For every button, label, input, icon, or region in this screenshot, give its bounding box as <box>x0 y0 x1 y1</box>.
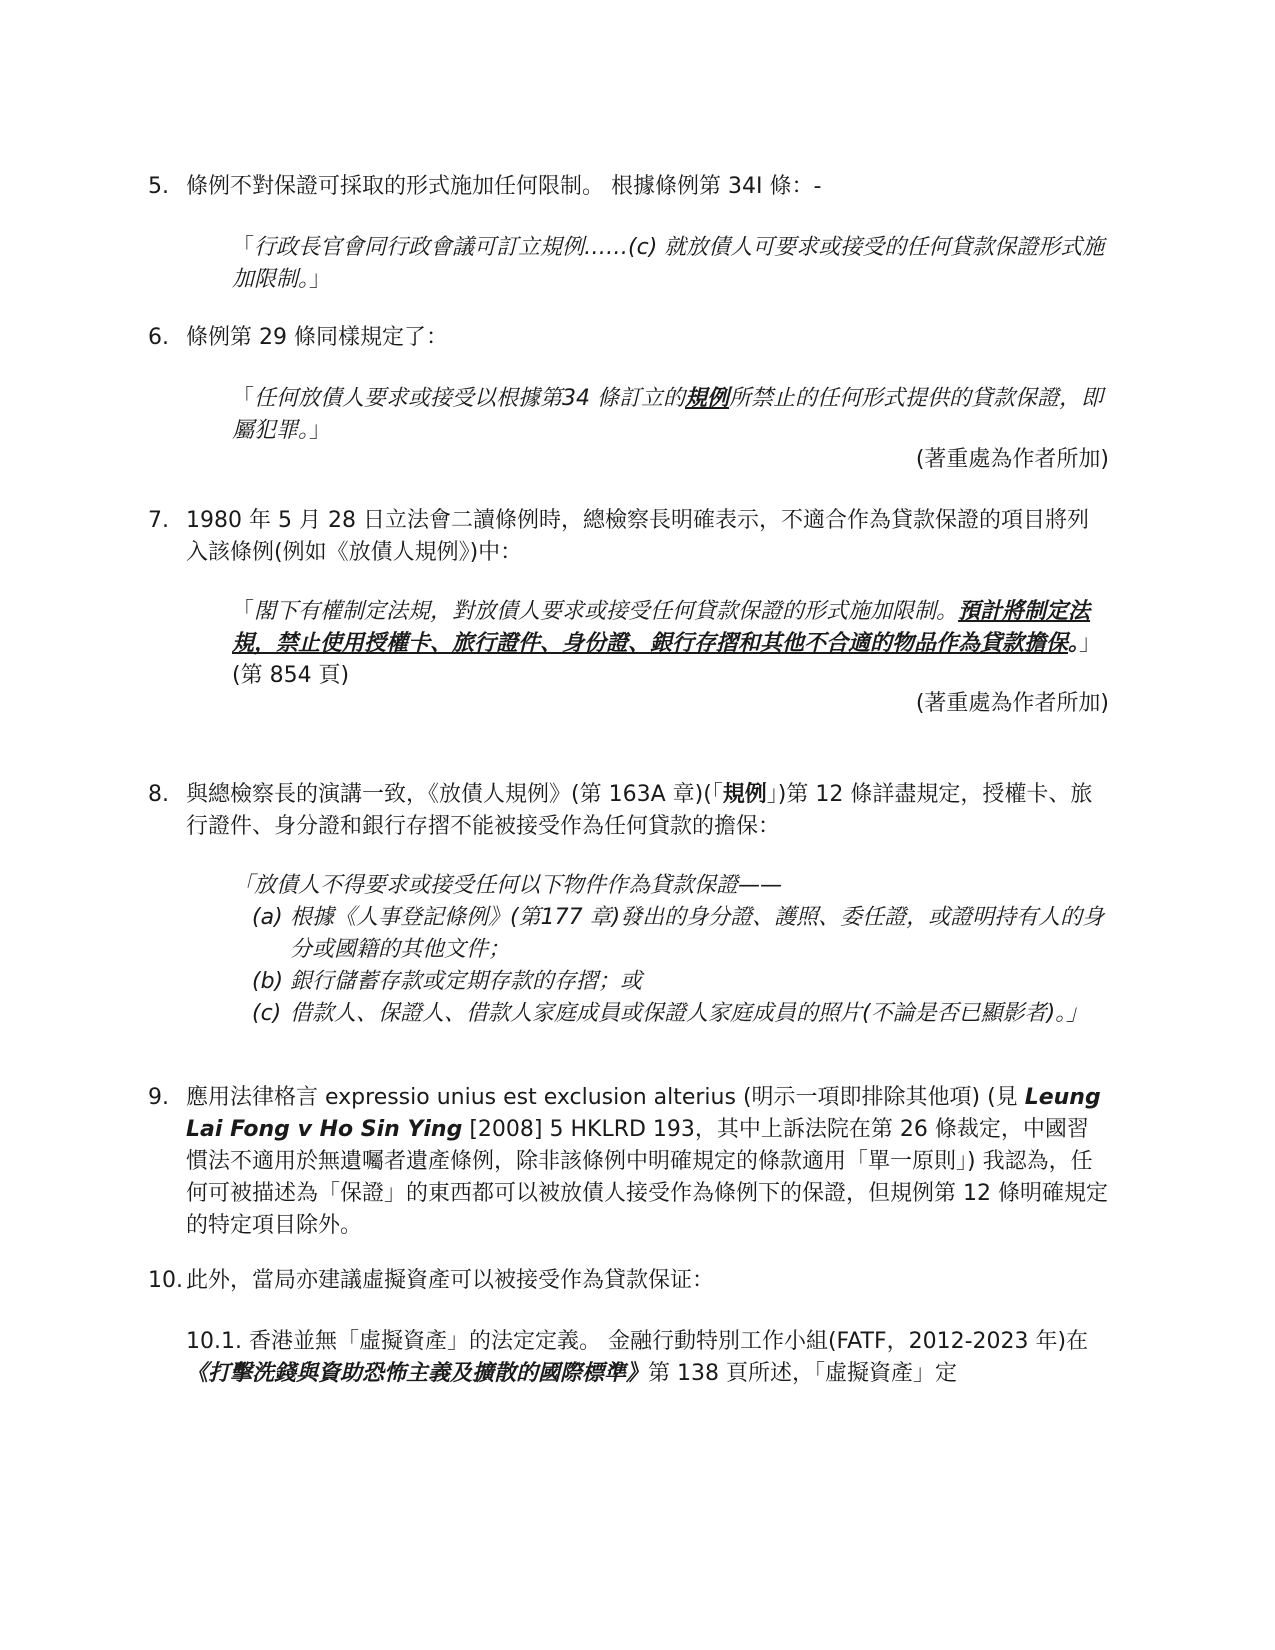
list-marker: (b) <box>252 969 284 994</box>
paragraph-10 <box>148 1265 1108 1297</box>
quote-attorney-general <box>232 596 1112 692</box>
paragraph-text-tail: [2008] 5 HKLRD 193，其中上訴法院在第 26 條裁定，中國習慣法不適用於無遺囑者遺產條例，除非該條例中明確規定的條款適用「單一原則」) 我認為，任何可被描述為「保證」的東西都可以被放債人接受作為條例下的保證，但規例第 12 條明確規定的特定項目除外。 <box>186 1117 1108 1238</box>
quote-close-mark: 」 <box>309 267 332 292</box>
paragraph-8 <box>148 779 1108 843</box>
quote-text: 閣下有權制定法規，對放債人要求或接受任何貸款保證的形式施加限制。 <box>254 599 959 624</box>
quote-emphasis: 預計將制定法規，禁止使用授權卡、旅行證件、身份證、銀行存摺和其他不合適的物品作為貸款擔保 <box>232 599 1091 656</box>
quote-text: 行政長官會同行政會議可訂立規例……(c) 就放債人可要求或接受的任何貸款保證形式施加限制。 <box>232 235 1105 292</box>
quote-close-mark: 」 <box>1079 631 1102 656</box>
paragraph-9 <box>148 1082 1108 1242</box>
paragraph-text-tail: 第 138 頁所述，「虛擬資產」定 <box>648 1361 957 1386</box>
paragraph-text <box>186 779 1108 843</box>
list-item <box>252 998 1112 1030</box>
paragraph-number: 7. <box>148 508 169 533</box>
quote-emphasis: 規例 <box>685 386 730 411</box>
quote-open-mark: 「 <box>232 599 255 624</box>
quote-text: 任何放債人要求或接受以根據第34 條訂立的 <box>254 386 686 411</box>
paragraph-text: 此外，當局亦建議虛擬資產可以被接受作為貸款保证： <box>186 1268 715 1293</box>
paragraph-text-tail: 」)第 12 條詳盡規定，授權卡、旅行證件、身分證和銀行存摺不能被接受作為任何貸款的擔保： <box>186 782 1093 839</box>
list-item <box>252 966 1112 998</box>
paragraph-text <box>186 1082 1108 1242</box>
quote-intro: 「放債人不得要求或接受任何以下物件作為貸款保證—— <box>232 873 783 898</box>
paragraph-text <box>186 1326 1108 1390</box>
paragraph-10-1 <box>186 1326 1108 1390</box>
quote-open-mark: 「 <box>232 386 255 411</box>
paragraph-number: 5. <box>148 174 169 199</box>
paragraph-number: 10. <box>148 1268 183 1293</box>
publication-title: 《打擊洗錢與資助恐怖主義及擴散的國際標準》 <box>186 1361 649 1386</box>
quote-section-34i <box>232 232 1112 296</box>
paragraph-text: 1980 年 5 月 28 日立法會二讀條例時，總檢察長明確表示，不適合作為貸款保證的項目將列入該條例(例如《放債人規例》)中： <box>186 508 1089 565</box>
list-item <box>252 902 1112 966</box>
defined-term: 規例 <box>722 782 767 807</box>
quote-open-mark: 「 <box>232 235 255 260</box>
paragraph-number: 8. <box>148 782 169 807</box>
paragraph-text: 條例不對保證可採取的形式施加任何限制。 根據條例第 34I 條：- <box>186 174 822 199</box>
paragraph-number: 6. <box>148 325 169 350</box>
quote-regulation-12 <box>232 870 1112 1030</box>
paragraph-number: 9. <box>148 1085 169 1110</box>
quote-text-tail: 所禁止的任何形式提供的貸款保證，即屬犯罪。 <box>232 386 1104 443</box>
list-item-text: 借款人、保證人、借款人家庭成員或保證人家庭成員的照片(不論是否已顯影者)。」 <box>290 1001 1089 1026</box>
emphasis-note: (著重處為作者所加) <box>915 447 1109 472</box>
paragraph-text-head: 10.1. 香港並無「虛擬資產」的法定定義。 金融行動特別工作小組(FATF，2012-2023 年)在 <box>186 1329 1089 1354</box>
paragraph-text-head: 應用法律格言 expressio unius est exclusion alterius (明示一項即排除其他項) (見 <box>186 1085 1025 1110</box>
list-item-text: 銀行儲蓄存款或定期存款的存摺；或 <box>290 969 643 994</box>
quote-section-29 <box>232 383 1112 447</box>
list-marker: (c) <box>252 1001 282 1026</box>
paragraph-5 <box>148 171 1108 203</box>
quote-close-mark: 」 <box>309 418 332 443</box>
quote-item-list <box>252 902 1112 1030</box>
list-marker: (a) <box>252 905 283 930</box>
paragraph-text-head: 與總檢察長的演講一致，《放債人規例》(第 163A 章)(「 <box>186 782 723 807</box>
paragraph-7 <box>148 505 1108 569</box>
paragraph-text: 條例第 29 條同樣規定了： <box>186 325 448 350</box>
paragraph-6 <box>148 322 1108 354</box>
quote-page-reference: (第 854 頁) <box>232 663 350 688</box>
case-citation: Leung Lai Fong v Ho Sin Ying <box>186 1085 1101 1142</box>
emphasis-note: (著重處為作者所加) <box>915 691 1109 716</box>
list-item-text: 根據《人事登記條例》(第177 章)發出的身分證、護照、委任證，或證明持有人的身分或國籍的其他文件； <box>290 905 1105 962</box>
quote-text-tail: 。 <box>1068 631 1080 656</box>
